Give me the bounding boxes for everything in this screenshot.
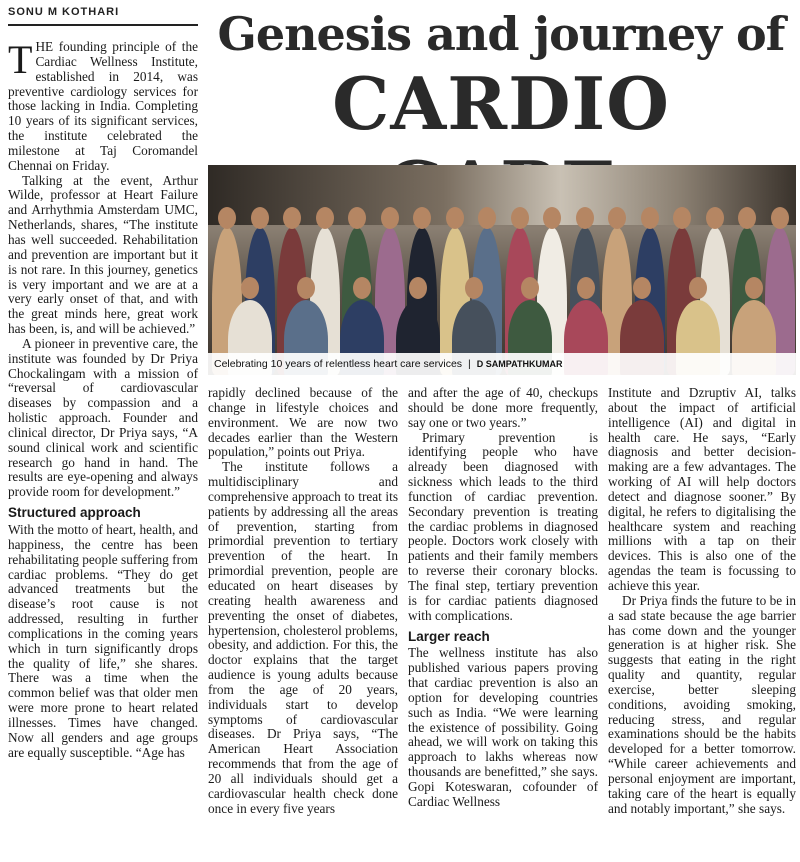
photo-figure-head: [641, 207, 659, 229]
photo-figure-head: [413, 207, 431, 229]
photo-figure-head: [577, 277, 595, 299]
photo-figure-head: [771, 207, 789, 229]
article-column-4: [608, 386, 796, 816]
caption-separator: |: [468, 358, 471, 370]
photo-figure-head: [706, 207, 724, 229]
photo-figure-head: [409, 277, 427, 299]
article-column-1: [8, 37, 198, 761]
photo-figure-head: [241, 277, 259, 299]
paragraph: Primary prevention is identifying people who have already been diagnosed with sickness which leads to the third function of cardiac prevention. Secondary prevention is treating the cardiac problems in diagnosed people. Doctors work closely with patients and their family members to reverse their coronary blocks. The final step, tertiary prevention is for cardiac patients diagnosed with complications.: [408, 429, 598, 623]
photo-figure-head: [251, 207, 269, 229]
article-column-2: [208, 386, 398, 816]
headline-line-2: CARDIO: [332, 61, 670, 146]
photo-figure-head: [633, 277, 651, 299]
photo-figure-head: [576, 207, 594, 229]
paragraph: Dr Priya finds the future to be in a sad state because the age barrier has come down and the younger generation is at higher risk. She suggests that eating in the right quality and quantity, regular exercise, better sleeping conditions, avoiding smoking, reducing stress, and regular examinations should be the habits developed for a better tomorrow. “While career achievements and personal enjoyment are important, taking care of the heart is equally and notably important,” she says.: [608, 592, 796, 816]
photo-figure-head: [745, 277, 763, 299]
paragraph: and after the age of 40, checkups should be done more frequently, say one or two years.”: [408, 385, 598, 430]
photo-figure-head: [283, 207, 301, 229]
photo-caption: Celebrating 10 years of relentless heart care services: [214, 358, 463, 370]
photo-figure-head: [353, 277, 371, 299]
paragraph: rapidly declined because of the change in lifestyle choices and environment. We are now two decades earlier than the Western population,” points out Priya.: [208, 385, 398, 460]
group-photo: [208, 165, 796, 375]
photo-figure-head: [381, 207, 399, 229]
subheading-larger-reach: Larger reach: [408, 628, 490, 644]
paragraph: THE founding principle of the Cardiac Wellness Institute, established in 2014, was preventive cardiology services for those lacking in India. Completing 10 years of its significant services, the institute celebrated the milestone at Taj Coromandel Chennai on Friday.: [8, 37, 198, 173]
paragraph: A pioneer in preventive care, the institute was founded by Dr Priya Chockalingam with a mission of “reversal of cardiovascular diseases by compassion and a holistic approach. Founder and clinical director, Dr Priya says, “A sound clinical work and scientific research go hand in hand. The results are eye-opening and always provide room for development.”: [8, 335, 198, 500]
photo-figure-head: [297, 277, 315, 299]
photo-figure-head: [673, 207, 691, 229]
article-column-3: [408, 386, 598, 810]
byline: SONU M KOTHARI: [8, 6, 198, 26]
paragraph: The wellness institute has also published various papers proving that cardiac prevention is also an option for developing countries such as India. “We were learning the existence of possibility. Going ahead, we will work on taking this approach to lakhs whereas now thousands are benefitted,” she says. Gopi Koteswaran, cofounder of Cardiac Wellness: [408, 645, 598, 809]
paragraph: The institute follows a multidisciplinary and comprehensive approach to treat its patients by addressing all the areas of prevention, starting from primordial prevention to tertiary prevention of the heart. In primordial prevention, people are educated on heart diseases by creating health awareness and preventing the onset of diabetes, hypertension, cholesterol problems, obesity, and addiction. For this, the doctor explains that the target audience is young adults because from the age of 20 years, individuals start to develop symptoms of cardiovascular diseases. Dr Priya says, “The American Heart Association recommends that from the age of 20 all individuals should get a cardiovascular health check done once in every five years: [208, 459, 398, 816]
photo-figure-head: [543, 207, 561, 229]
photo-figure-head: [521, 277, 539, 299]
photo-figure-head: [689, 277, 707, 299]
photo-credit: D SAMPATHKUMAR: [476, 359, 563, 369]
photo-figure-head: [478, 207, 496, 229]
photo-figure-head: [348, 207, 366, 229]
photo-figure-head: [218, 207, 236, 229]
photo-figure-head: [608, 207, 626, 229]
paragraph: Talking at the event, Arthur Wilde, professor at Heart Failure and Arrhythmia Amsterdam UMC, Netherlands, shares, “The institute has well succeeded. Rehabilitation and prevention are important but it is not rare. In this journey, genetics is very important and we are at a very early onset of that, and with the great minds here, great work has been, is, and will be achieved.”: [8, 172, 198, 337]
photo-figure-head: [316, 207, 334, 229]
headline-line-1: Genesis and journey of: [217, 7, 785, 61]
photo-figure-head: [446, 207, 464, 229]
photo-figure-head: [738, 207, 756, 229]
photo-caption-bar: [208, 353, 796, 375]
subheading-structured-approach: Structured approach: [8, 505, 141, 521]
paragraph: With the motto of heart, health, and happiness, the centre has been rehabilitating people suffering from cardiac problems. “They do get advanced treatments but the disease’s root cause is not addressed, resulting in further complications in the coming years which in turn significantly drops the quality of life,” she shares. There was a time when the common belief was that older men were more prone to heart related illnesses. Times have changed. Now all genders and age groups are equally susceptible. “Age has: [8, 522, 198, 760]
photo-crowd: [208, 205, 796, 375]
photo-figure-head: [465, 277, 483, 299]
photo-figure-head: [511, 207, 529, 229]
paragraph: Institute and Dzruptiv AI, talks about the impact of artificial intelligence (AI) and digital in health care. He says, “Early diagnosis and better decision-making are a few advantages. The working of AI will help doctors detect and diagnose sooner.” By digital, he refers to digitalising the healthcare system and reaching millions with a tap on their devices. This is also one of the agendas the team is focussing to achieve this year.: [608, 385, 796, 593]
